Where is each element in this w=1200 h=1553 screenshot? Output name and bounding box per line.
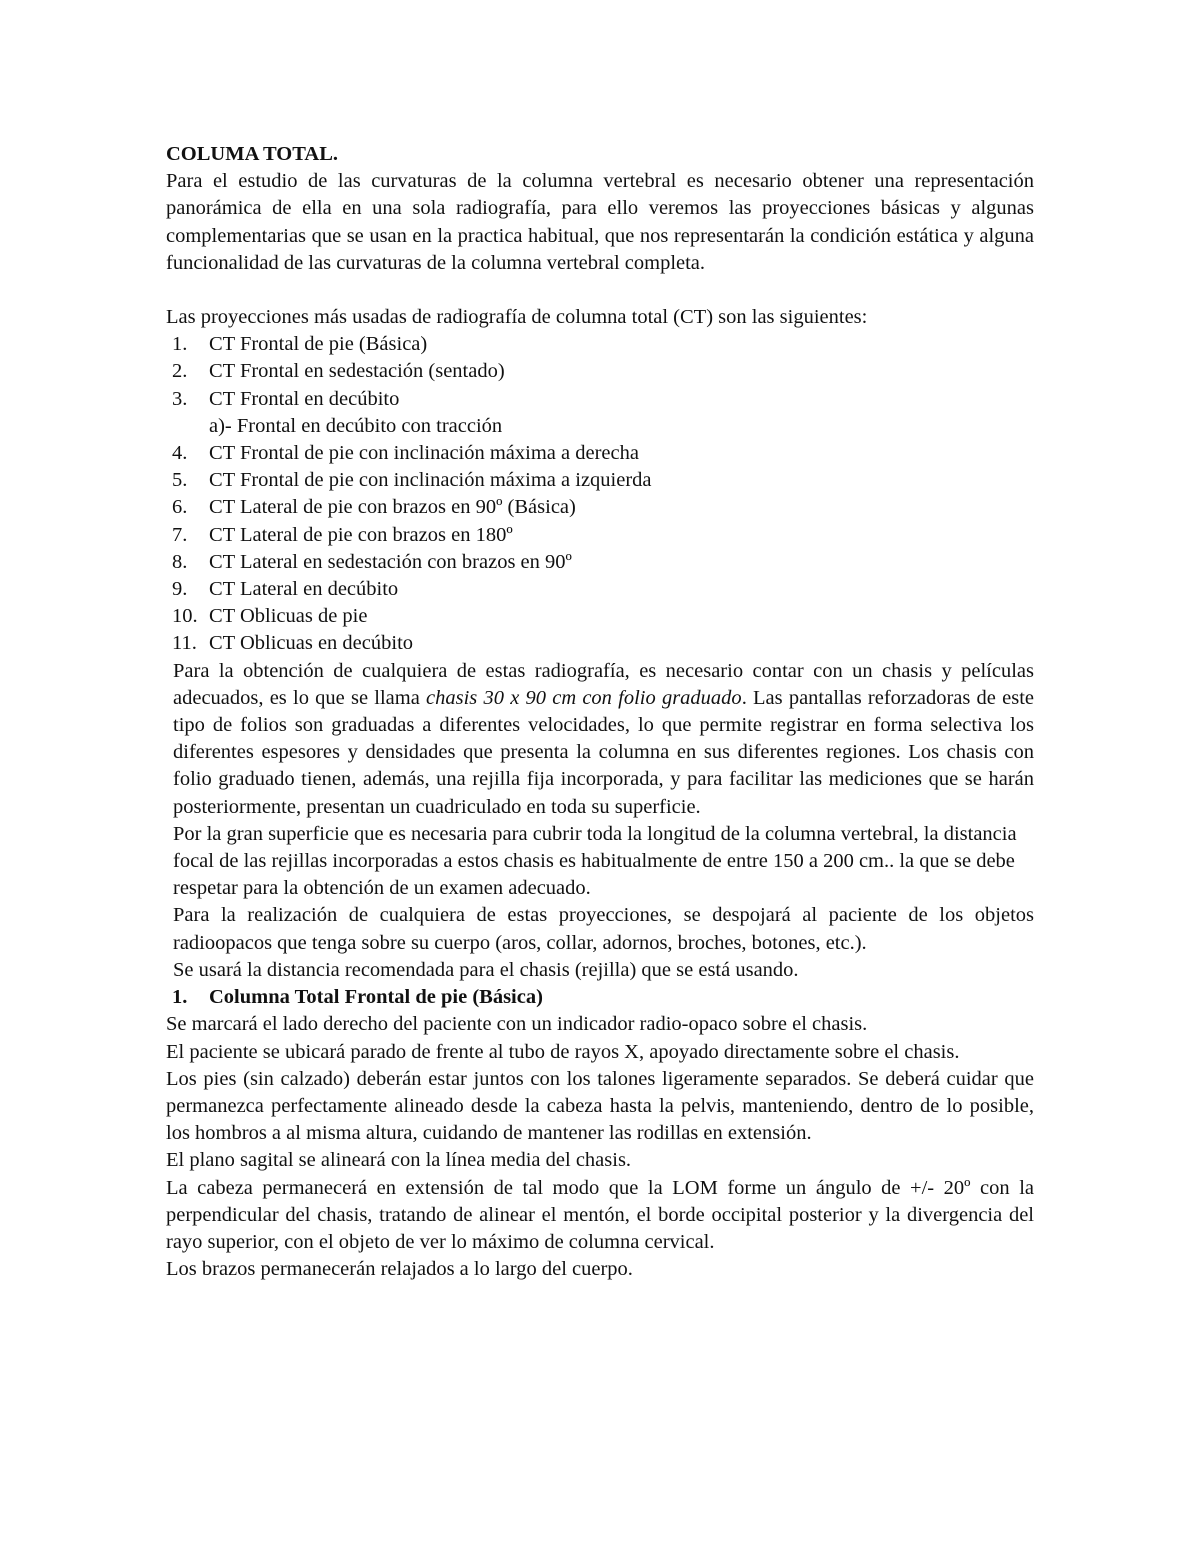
list-number: 8. [172,550,188,573]
list-text: CT Lateral en decúbito [209,578,399,601]
list-number: 7. [172,523,188,546]
document-page [166,141,1034,1283]
list-number: 9. [172,578,188,601]
list-item [166,386,1034,413]
section-paragraph: Los brazos permanecerán relajados a lo largo del cuerpo. [166,1258,633,1281]
section-title: Columna Total Frontal de pie (Básica) [209,986,543,1009]
list-text: CT Oblicuas en decúbito [209,632,414,655]
section-number: 1. [172,986,188,1009]
list-text: CT Frontal de pie con inclinación máxima a derecha [209,442,639,465]
list-number: 2. [172,360,188,383]
list-subitem [166,413,1034,440]
list-text: CT Lateral de pie con brazos en 90º (Básica) [209,496,576,519]
list-item [166,576,1034,603]
section-paragraph: El plano sagital se alineará con la línea media del chasis. [166,1149,632,1172]
list-subitem-text: a)- Frontal en decúbito con tracción [209,414,503,437]
section-heading [166,984,1034,1011]
chasis-paragraph [166,658,1034,821]
list-number: 6. [172,496,188,519]
list-number: 4. [172,442,188,465]
chasis-text-after: . Las pantallas reforzadoras de este tipo de folios son graduadas a diferentes velocidades, lo que permite registrar en forma selectiva los diferentes espesores y densidades que presenta la columna en sus diferentes regiones. Los chasis con folio graduado tienen, además, una rejilla fija incorporada, y para facilitar las mediciones que se harán posteriormente, presentan un cuadriculado en toda su superficie. [173,686,1034,818]
list-text: CT Frontal en decúbito [209,387,400,410]
chasis-emphasis: chasis 30 x 90 cm con folio graduado [426,686,742,709]
section-paragraph: El paciente se ubicará parado de frente al tubo de rayos X, apoyado directamente sobre el chasis. [166,1040,960,1063]
distancia-paragraph: Por la gran superficie que es necesaria para cubrir toda la longitud de la columna vertebral, la distancia focal de las rejillas incorporadas a estos chasis es habitualmente de entre 150 a 200 cm.. la que se debe respetar para la obtención de un examen adecuado. [173,822,1017,900]
list-item [166,358,1034,385]
list-text: CT Oblicuas de pie [209,605,368,628]
list-text: CT Frontal de pie (Básica) [209,333,428,356]
list-number: 5. [172,469,188,492]
rejilla-paragraph: Se usará la distancia recomendada para el chasis (rejilla) que se está usando. [173,958,799,981]
list-number: 10. [172,605,198,628]
list-item [166,331,1034,358]
section-paragraph: Los pies (sin calzado) deberán estar juntos con los talones ligeramente separados. Se deberá cuidar que permanezca perfectamente alineado desde la cabeza hasta la pelvis, manteniendo, dentro de lo posible, los hombros a al misma altura, cuidando de mantener las rodillas en extensión. [166,1067,1034,1145]
list-text: CT Frontal en sedestación (sentado) [209,360,505,383]
list-number: 3. [172,387,188,410]
list-item [166,494,1034,521]
intro-paragraph: Para el estudio de las curvaturas de la columna vertebral es necesario obtener una representación panorámica de ella en una sola radiografía, para ello veremos las proyecciones básicas y algunas complementarias que se usan en la practica habitual, que nos representarán la condición estática y alguna funcionalidad de las curvaturas de la columna vertebral completa. [166,170,1034,274]
blank-line [166,277,1034,304]
list-item [166,467,1034,494]
list-item [166,440,1034,467]
despojo-paragraph: Para la realización de cualquiera de estas proyecciones, se despojará al paciente de los objetos radioopacos que tenga sobre su cuerpo (aros, collar, adornos, broches, botones, etc.). [173,904,1034,954]
list-item [166,630,1034,657]
chasis-text-before: Para la obtención de cualquiera de estas radiografía, es necesario contar con un chasis y películas adecuados, es lo que se llama [173,659,1034,709]
section-paragraph: Se marcará el lado derecho del paciente con un indicador radio-opaco sobre el chasis. [166,1013,868,1036]
list-text: CT Lateral de pie con brazos en 180º [209,523,513,546]
list-number: 1. [172,333,188,356]
list-text: CT Lateral en sedestación con brazos en 90º [209,550,572,573]
document-title: COLUMA TOTAL. [166,143,339,165]
list-item [166,549,1034,576]
list-intro: Las proyecciones más usadas de radiografía de columna total (CT) son las siguientes: [166,306,868,329]
list-number: 11. [172,632,197,655]
list-item [166,603,1034,630]
projections-list [166,331,1034,657]
section-paragraph: La cabeza permanecerá en extensión de tal modo que la LOM forme un ángulo de +/- 20º con la perpendicular del chasis, tratando de alinear el mentón, el borde occipital posterior y la divergencia del rayo superior, con el objeto de ver lo máximo de columna cervical. [166,1176,1034,1253]
list-text: CT Frontal de pie con inclinación máxima a izquierda [209,469,652,492]
list-item [166,522,1034,549]
